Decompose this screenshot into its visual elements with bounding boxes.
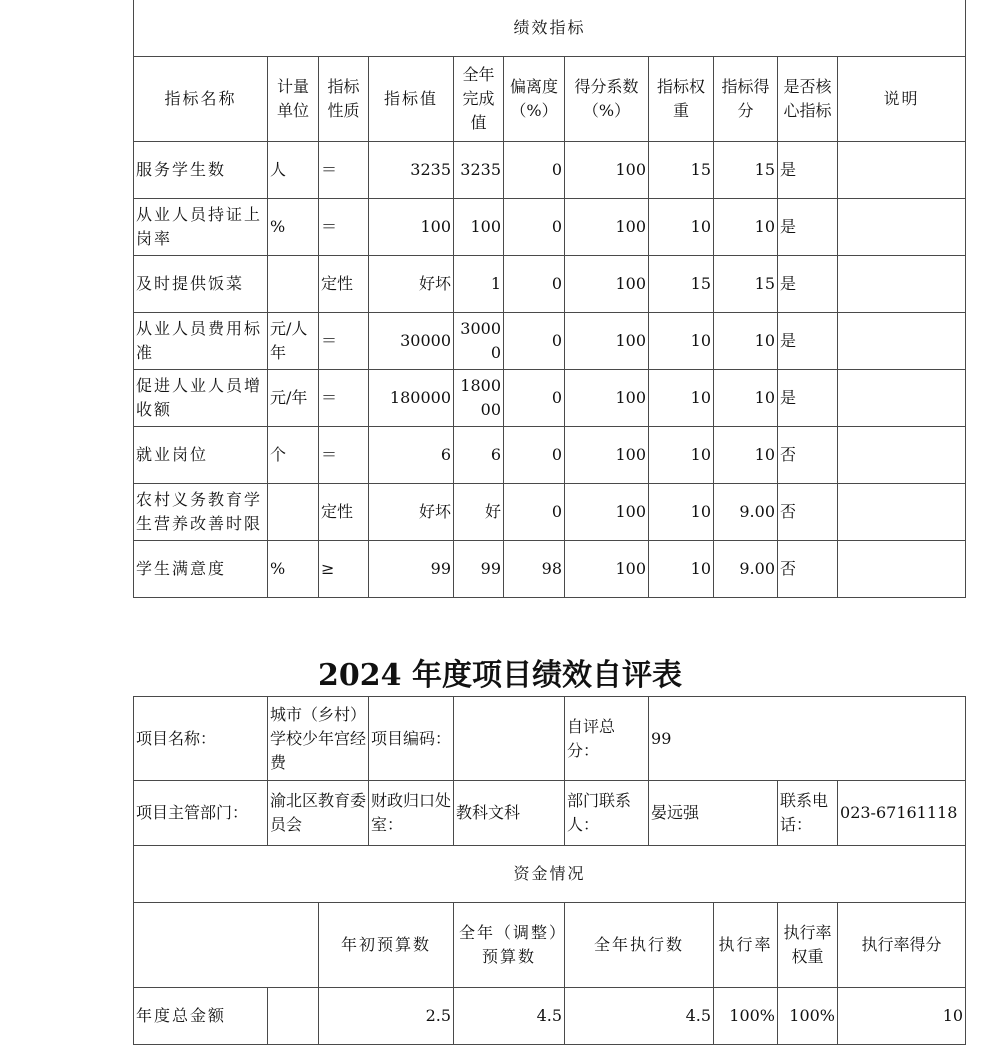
unit-cell: 个 [268,427,319,484]
table-row [134,484,966,541]
department-label: 项目主管部门： [134,781,268,846]
note-cell [838,142,966,199]
indicator-value-cell: 180000 [369,370,454,427]
funds-rate-cell: 100% [714,988,778,1045]
score-cell: 9.00 [714,484,778,541]
nature-cell: ≥ [319,541,369,598]
deviation-cell: 0 [504,427,565,484]
table-row [134,427,966,484]
score-cell: 15 [714,256,778,313]
project-name-value: 城市（乡村）学校少年宫经费 [268,697,369,781]
weight-cell: 10 [649,427,714,484]
note-cell [838,256,966,313]
score-coefficient-cell: 100 [565,427,649,484]
core-indicator-cell: 否 [778,484,838,541]
weight-cell: 15 [649,142,714,199]
funds-section-title: 资金情况 [134,846,966,903]
core-indicator-cell: 是 [778,313,838,370]
score-cell: 10 [714,370,778,427]
table-row [134,199,966,256]
performance-header-row [134,57,966,142]
nature-cell: 定性 [319,256,369,313]
contact-person-label: 部门联系人： [565,781,649,846]
funds-header-rate-score: 执行率得分 [838,903,966,988]
score-cell: 10 [714,313,778,370]
note-cell [838,484,966,541]
score-coefficient-cell: 100 [565,256,649,313]
funds-row-blank [268,988,319,1045]
funds-row-label: 年度总金额 [134,988,268,1045]
score-cell: 10 [714,199,778,256]
nature-cell: ＝ [319,142,369,199]
indicator-name-cell: 促进人业人员增收额 [134,370,268,427]
weight-cell: 10 [649,199,714,256]
funds-header-rate-weight: 执行率权重 [778,903,838,988]
funds-header-blank [134,903,319,988]
header-unit: 计量单位 [268,57,319,142]
note-cell [838,541,966,598]
actual-value-cell: 180000 [454,370,504,427]
table-row [134,256,966,313]
deviation-cell: 0 [504,142,565,199]
header-nature: 指标性质 [319,57,369,142]
indicator-value-cell: 3235 [369,142,454,199]
unit-cell: 元/年 [268,370,319,427]
score-coefficient-cell: 100 [565,541,649,598]
indicator-value-cell: 99 [369,541,454,598]
total-score-value: 99 [649,697,966,781]
note-cell [838,313,966,370]
phone-value: 023-67161118 [838,781,966,846]
indicator-name-cell: 学生满意度 [134,541,268,598]
project-evaluation-table [133,696,966,1045]
actual-value-cell: 好 [454,484,504,541]
core-indicator-cell: 是 [778,142,838,199]
core-indicator-cell: 否 [778,541,838,598]
score-coefficient-cell: 100 [565,199,649,256]
note-cell [838,199,966,256]
table-row [134,541,966,598]
header-core-indicator: 是否核心指标 [778,57,838,142]
deviation-cell: 0 [504,313,565,370]
finance-office-label: 财政归口处室： [369,781,454,846]
deviation-cell: 0 [504,199,565,256]
score-cell: 10 [714,427,778,484]
funds-header-rate: 执行率 [714,903,778,988]
indicator-value-cell: 100 [369,199,454,256]
funds-header-executed: 全年执行数 [565,903,714,988]
header-actual-value: 全年完成值 [454,57,504,142]
indicator-value-cell: 好坏 [369,484,454,541]
score-cell: 15 [714,142,778,199]
contact-person-value: 晏远强 [649,781,778,846]
indicator-name-cell: 就业岗位 [134,427,268,484]
score-coefficient-cell: 100 [565,142,649,199]
core-indicator-cell: 是 [778,370,838,427]
deviation-cell: 0 [504,256,565,313]
header-indicator-value: 指标值 [369,57,454,142]
performance-section-title: 绩效指标 [134,0,966,57]
table-row [134,142,966,199]
weight-cell: 15 [649,256,714,313]
table-row [134,370,966,427]
core-indicator-cell: 是 [778,256,838,313]
actual-value-cell: 99 [454,541,504,598]
project-code-value [454,697,565,781]
actual-value-cell: 3235 [454,142,504,199]
actual-value-cell: 30000 [454,313,504,370]
funds-rate-weight-cell: 100% [778,988,838,1045]
funds-initial-budget-cell: 2.5 [319,988,454,1045]
note-cell [838,370,966,427]
unit-cell: 人 [268,142,319,199]
funds-adjusted-budget-cell: 4.5 [454,988,565,1045]
actual-value-cell: 100 [454,199,504,256]
project-name-label: 项目名称： [134,697,268,781]
indicator-value-cell: 好坏 [369,256,454,313]
nature-cell: ＝ [319,427,369,484]
finance-office-value: 教科文科 [454,781,565,846]
funds-executed-cell: 4.5 [565,988,714,1045]
actual-value-cell: 1 [454,256,504,313]
page-title: 2024 年度项目绩效自评表 [318,658,682,693]
department-value: 渝北区教育委员会 [268,781,369,846]
nature-cell: ＝ [319,370,369,427]
nature-cell: ＝ [319,313,369,370]
weight-cell: 10 [649,370,714,427]
score-cell: 9.00 [714,541,778,598]
performance-indicator-table [133,0,966,598]
indicator-value-cell: 30000 [369,313,454,370]
note-cell [838,427,966,484]
score-coefficient-cell: 100 [565,370,649,427]
indicator-name-cell: 从业人员持证上岗率 [134,199,268,256]
total-score-label: 自评总分： [565,697,649,781]
unit-cell: % [268,541,319,598]
core-indicator-cell: 否 [778,427,838,484]
indicator-name-cell: 服务学生数 [134,142,268,199]
header-note: 说明 [838,57,966,142]
header-deviation: 偏离度（%） [504,57,565,142]
indicator-name-cell: 从业人员费用标准 [134,313,268,370]
nature-cell: 定性 [319,484,369,541]
header-score-coefficient: 得分系数（%） [565,57,649,142]
indicator-name-cell: 农村义务教育学生营养改善时限 [134,484,268,541]
weight-cell: 10 [649,541,714,598]
table-row [134,313,966,370]
unit-cell: 元/人年 [268,313,319,370]
score-coefficient-cell: 100 [565,484,649,541]
funds-header-initial-budget: 年初预算数 [319,903,454,988]
unit-cell: % [268,199,319,256]
funds-rate-score-cell: 10 [838,988,966,1045]
indicator-value-cell: 6 [369,427,454,484]
funds-header-adjusted-budget: 全年（调整）预算数 [454,903,565,988]
unit-cell [268,484,319,541]
phone-label: 联系电话： [778,781,838,846]
header-indicator-name: 指标名称 [134,57,268,142]
deviation-cell: 0 [504,484,565,541]
funds-header-row [134,903,966,988]
weight-cell: 10 [649,313,714,370]
unit-cell [268,256,319,313]
core-indicator-cell: 是 [778,199,838,256]
weight-cell: 10 [649,484,714,541]
actual-value-cell: 6 [454,427,504,484]
indicator-name-cell: 及时提供饭菜 [134,256,268,313]
deviation-cell: 98 [504,541,565,598]
header-score: 指标得分 [714,57,778,142]
nature-cell: ＝ [319,199,369,256]
header-weight: 指标权重 [649,57,714,142]
score-coefficient-cell: 100 [565,313,649,370]
table-row [134,988,966,1045]
deviation-cell: 0 [504,370,565,427]
project-code-label: 项目编码： [369,697,454,781]
